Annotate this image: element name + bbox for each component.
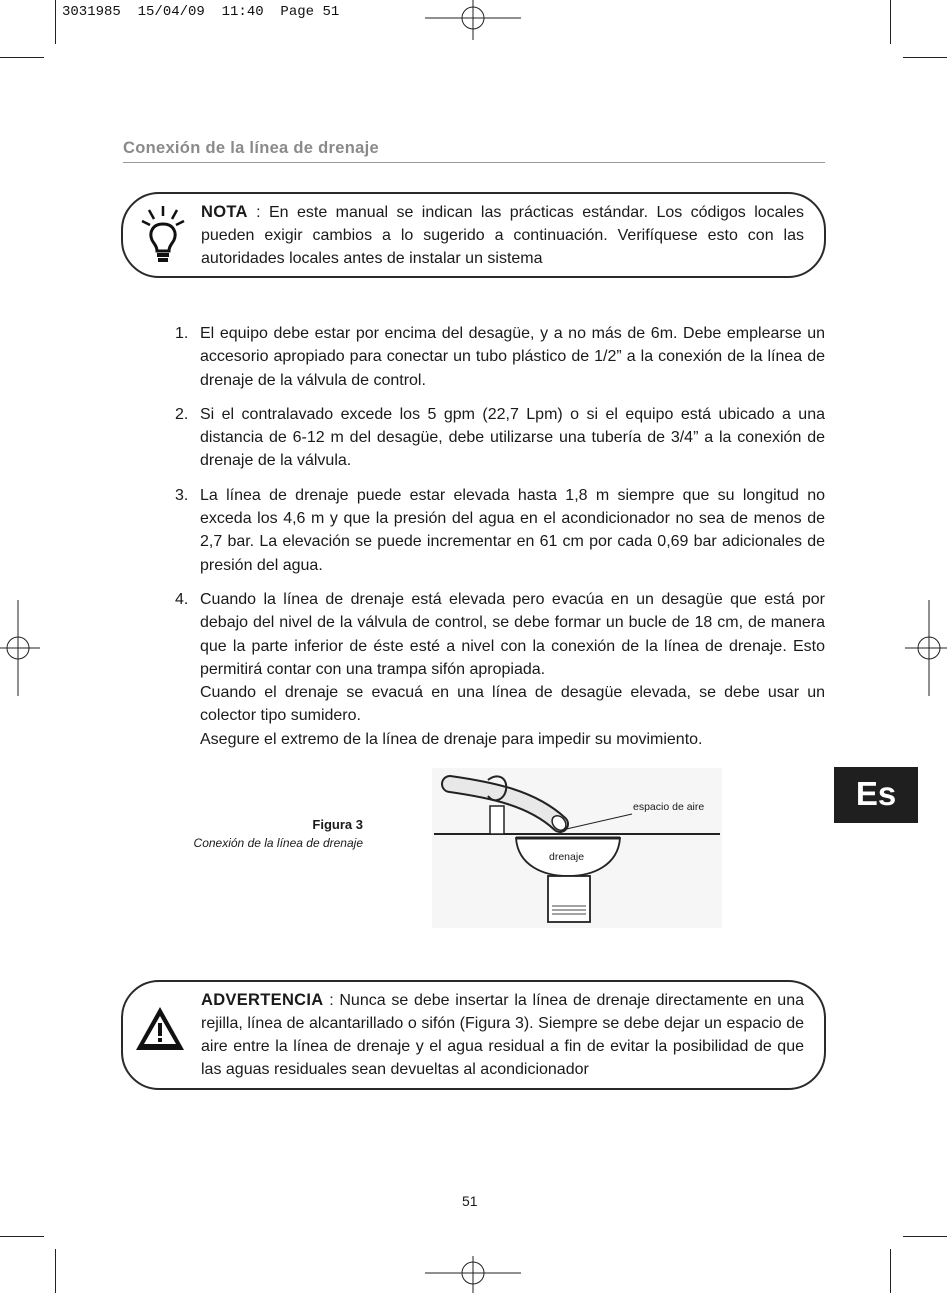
section-title-rule: [123, 162, 825, 163]
list-item: [175, 403, 825, 473]
note-text: [201, 201, 804, 270]
registration-mark-bottom: [425, 1256, 521, 1293]
air-gap-label: espacio de aire: [633, 801, 705, 813]
print-header: 3031985 15/04/09 11:40 Page 51: [62, 4, 340, 20]
step-paragraph: La línea de drenaje puede estar elevada hasta 1,8 m siempre que su longitud no exceda los 4,6 m y que la presión del agua en el acondicionador no sea de menos de 2,7 bar. La elevación se puede incrementar en 61 cm por cada 0,69 bar adicionales de presión del agua.: [200, 486, 825, 574]
step-number: 4.: [175, 590, 189, 608]
warning-body: : Nunca se debe insertar la línea de drenaje directamente en una rejilla, línea de alcantarillado o sifón (Figura 3). Siempre se debe dejar un espacio de aire entre la línea de drenaje y el agua residual a fin de evitar la posibilidad de que las aguas residuales sean devueltas al acondicionador: [201, 992, 804, 1078]
drain-diagram: [432, 768, 722, 928]
list-item: [175, 484, 825, 577]
section-title: Conexión de la línea de drenaje: [123, 139, 379, 157]
drain-label: drenaje: [549, 851, 585, 863]
lightbulb-icon: [141, 204, 185, 264]
language-tab: Es: [834, 767, 918, 823]
drain-steps-list: [175, 322, 825, 762]
note-callout: [121, 192, 826, 278]
step-paragraph: Asegure el extremo de la línea de drenaje para impedir su movimiento.: [200, 730, 703, 748]
step-number: 1.: [175, 325, 189, 342]
registration-mark-right: [905, 600, 947, 696]
figure-label: Figura 3: [312, 817, 363, 832]
registration-mark-top: [425, 0, 521, 40]
warning-triangle-icon: [134, 1004, 186, 1054]
step-paragraph: El equipo debe estar por encima del desagüe, y a no más de 6m. Debe emplearse un accesorio apropiado para conectar un tubo plástico de 1/2” a la conexión de la línea de drenaje de la válvula de control.: [200, 325, 825, 389]
step-paragraph: Cuando el drenaje se evacuá en una línea de desagüe elevada, se debe usar un colector tipo sumidero.: [200, 684, 825, 725]
registration-mark-left: [0, 600, 40, 696]
list-item: [175, 322, 825, 392]
step-paragraph: Si el contralavado excede los 5 gpm (22,7 Lpm) o si el equipo está ubicado a una distancia de 6-12 m del desagüe, debe utilizarse una tubería de 3/4” a la conexión de drenaje de la válvula.: [200, 405, 825, 470]
step-paragraph: Cuando la línea de drenaje está elevada pero evacúa en un desagüe que está por debajo del nivel de la válvula de control, se debe formar un bucle de 18 cm, de manera que la parte inferior de éste esté a nivel con la conexión de la línea de drenaje. Esto permitirá contar con una trampa sifón apropiada.: [200, 590, 825, 678]
page-number: 51: [462, 1193, 478, 1209]
warning-text: [201, 989, 804, 1081]
step-number: 2.: [175, 405, 189, 423]
drain-illustration: [432, 768, 722, 928]
step-number: 3.: [175, 486, 189, 504]
figure-caption: Conexión de la línea de drenaje: [193, 836, 363, 850]
warning-callout: [121, 980, 826, 1090]
list-item: [175, 588, 825, 751]
warning-label: ADVERTENCIA: [201, 991, 324, 1009]
note-label: NOTA: [201, 203, 248, 221]
note-body: : En este manual se indican las prácticas estándar. Los códigos locales pueden exigir cambios a lo sugerido a continuación. Verifíquese esto con las autoridades locales antes de instalar un sistema: [201, 204, 804, 267]
